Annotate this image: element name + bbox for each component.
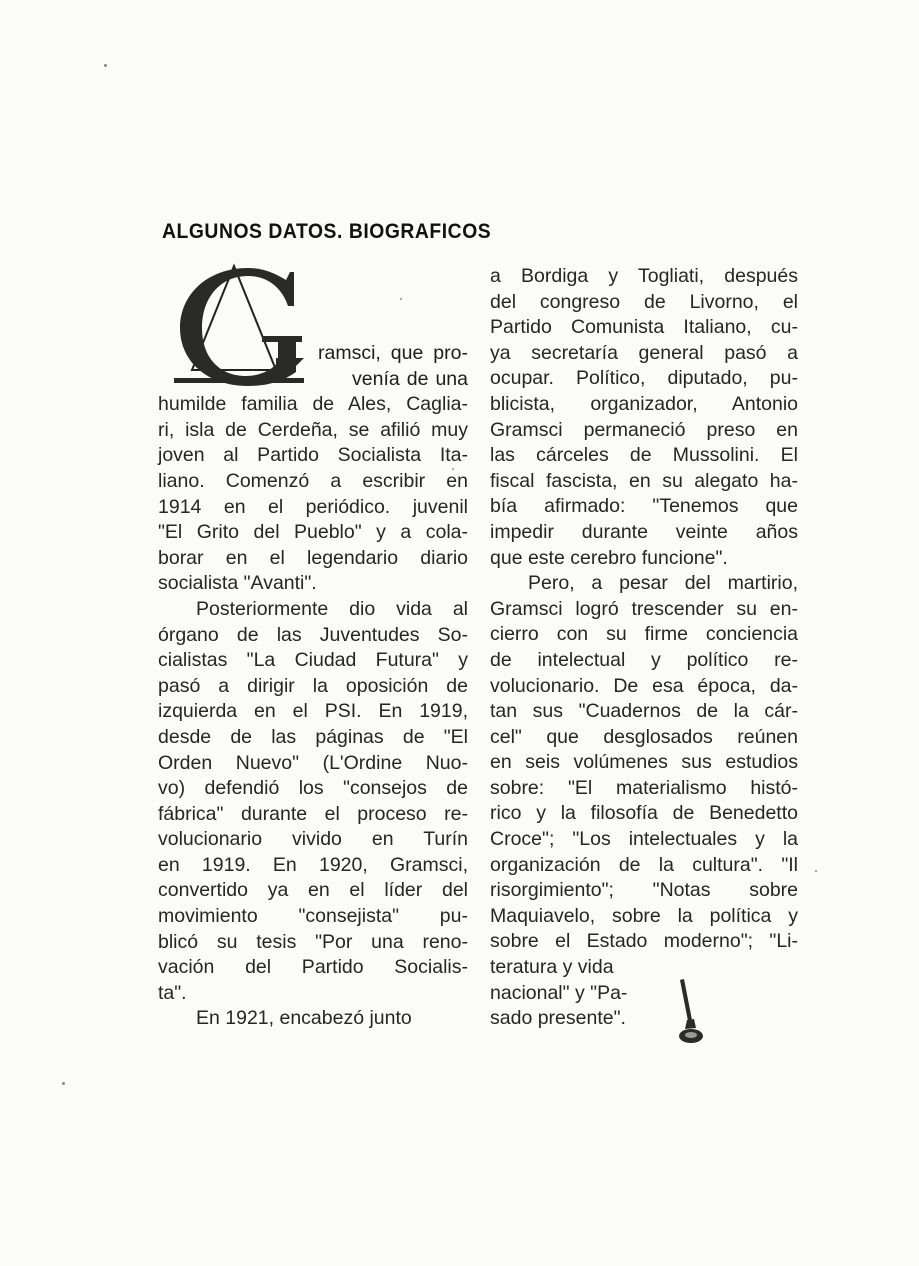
text-line: Maquiavelo, sobre la política y: [490, 904, 798, 927]
text-line: humilde familia de Ales, Caglia-: [158, 393, 468, 416]
text-line: 1914 en el periódico. juvenil: [158, 495, 468, 518]
text-line: Pero, a pesar del martirio,: [528, 572, 798, 595]
text-line: cierro con su firme conciencia: [490, 623, 798, 646]
text-line: Posteriormente dio vida al: [196, 597, 468, 620]
text-line: bía afirmado: "Tenemos que: [490, 495, 798, 518]
paper-speck: [62, 1082, 65, 1085]
text-line: cialistas "La Ciudad Futura" y: [158, 649, 468, 672]
dropcap-tail-line: ramsci, que pro-: [318, 342, 468, 364]
text-line: ya secretaría general pasó a: [490, 341, 798, 364]
paper-speck: [452, 468, 454, 470]
text-line: impedir durante veinte años: [490, 520, 798, 543]
text-line: organización de la cultura". "Il: [490, 853, 798, 876]
text-line: volucionario. De esa época, da-: [490, 674, 798, 697]
text-line: ri, isla de Cerdeña, se afilió muy: [158, 418, 468, 441]
text-line: del congreso de Livorno, el: [490, 290, 798, 313]
dropcap-g: [172, 258, 312, 388]
article-heading: ALGUNOS DATOS. BIOGRAFICOS: [162, 220, 492, 243]
paper-speck: [400, 298, 402, 300]
text-line: cel" que desglosados reúnen: [490, 725, 798, 748]
text-line: socialista "Avanti".: [158, 572, 317, 595]
text-line: Croce"; "Los intelectuales y la: [490, 828, 798, 851]
left-column: [158, 392, 468, 1032]
text-line: Gramsci logró trescender su en-: [490, 597, 798, 620]
text-line: rico y la filosofía de Benedetto: [490, 802, 798, 825]
text-line: tan sus "Cuadernos de la cár-: [490, 700, 798, 723]
text-line: movimiento "consejista" pu-: [158, 905, 468, 928]
text-line: ocupar. Político, diputado, pu-: [490, 367, 798, 390]
text-line: de intelectual y político re-: [490, 648, 798, 671]
text-line: que este cerebro funcione".: [490, 546, 728, 569]
dropcap-tail: [318, 341, 468, 392]
text-line: borar en el legendario diario: [158, 546, 468, 569]
text-line: blicó su tesis "Por una reno-: [158, 930, 468, 953]
text-line: Gramsci permaneció preso en: [490, 418, 798, 441]
text-line: En 1921, encabezó junto: [196, 1007, 412, 1030]
dropcap-tail-line: venía de una: [352, 367, 468, 390]
text-line: convertido ya en el líder del: [158, 879, 468, 902]
text-line: fiscal fascista, en su alegato ha-: [490, 469, 798, 492]
text-line: vación del Partido Socialis-: [158, 956, 468, 979]
text-line: pasó a dirigir la oposición de: [158, 674, 468, 697]
right-column: [490, 264, 798, 1032]
text-line: liano. Comenzó a escribir en: [158, 469, 468, 492]
text-line: Orden Nuevo" (L'Ordine Nuo-: [158, 751, 468, 774]
text-line: volucionario vivido en Turín: [158, 828, 468, 851]
text-line: en 1919. En 1920, Gramsci,: [158, 853, 468, 876]
text-line: fábrica" durante el proceso re-: [158, 802, 468, 825]
text-line: desde de las páginas de "El: [158, 725, 468, 748]
text-line: órgano de las Juventudes So-: [158, 623, 468, 646]
text-line: teratura y vida: [490, 956, 614, 979]
text-line: sobre: "El materialismo histó-: [490, 776, 798, 799]
text-line: Partido Comunista Italiano, cu-: [490, 316, 798, 339]
text-line: ta".: [158, 981, 187, 1004]
text-line: en seis volúmenes sus estudios: [490, 751, 798, 774]
text-line: "El Grito del Pueblo" y a cola-: [158, 521, 468, 544]
pen-ornament-icon: [672, 976, 706, 1046]
text-line: sado presente".: [490, 1007, 626, 1030]
text-line: vo) defendió los "consejos de: [158, 777, 468, 800]
paper-speck: [815, 870, 817, 872]
text-line: a Bordiga y Togliati, después: [490, 265, 798, 287]
text-line: joven al Partido Socialista Ita-: [158, 444, 468, 467]
paper-speck: [104, 64, 107, 67]
text-line: blicista, organizador, Antonio: [490, 392, 798, 415]
text-line: las cárceles de Mussolini. El: [490, 444, 798, 467]
text-line: izquierda en el PSI. En 1919,: [158, 700, 468, 723]
text-line: risorgimiento"; "Notas sobre: [490, 879, 798, 902]
text-line: sobre el Estado moderno"; "Li-: [490, 930, 798, 953]
text-line: nacional" y "Pa-: [490, 981, 628, 1004]
